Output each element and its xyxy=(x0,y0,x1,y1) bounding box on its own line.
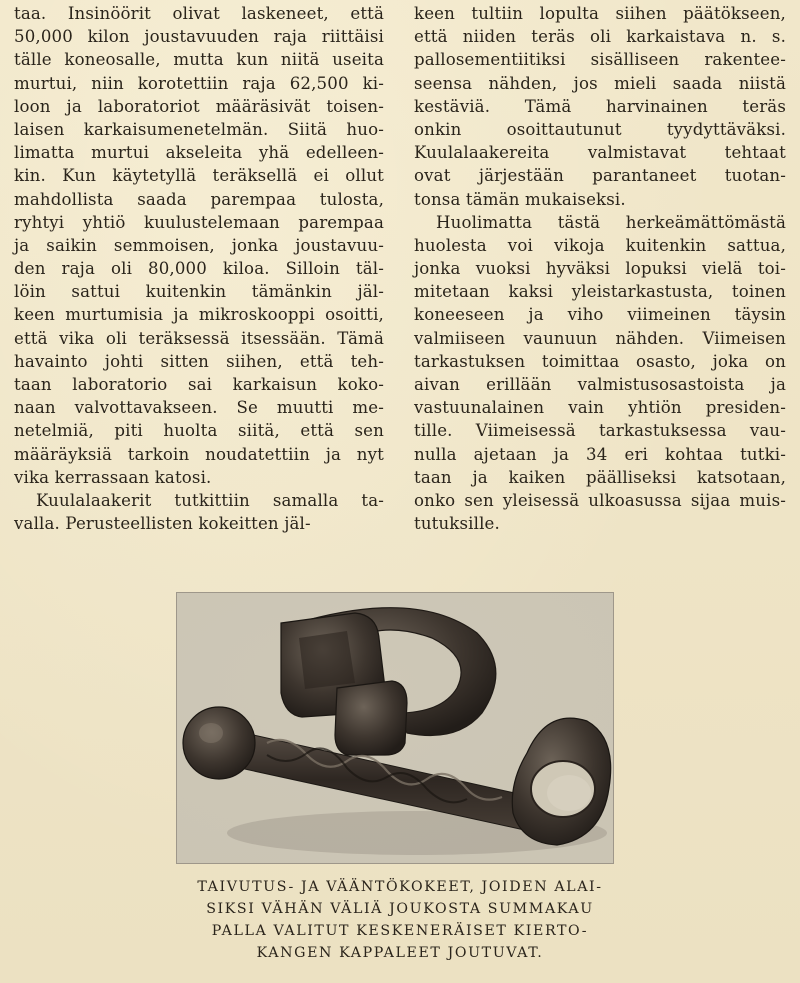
connecting-rods-photo xyxy=(177,593,613,863)
photo-figure xyxy=(176,592,614,864)
left-column-line-20: määräyksiä tarkoin noudatettiin ja nyt xyxy=(14,444,384,464)
right-column-line-15: valmiiseen vaunuun nähden. Viimeisen xyxy=(414,328,786,348)
left-column-line-1: taa. Insinöörit olivat laskeneet, että xyxy=(14,4,384,23)
right-column-line-16: tarkastuksen toimittaa osasto, joka on xyxy=(414,351,786,371)
left-column-line-7: limatta murtui akseleita yhä edelleen- xyxy=(14,143,384,163)
left-column-line-2: 50,000 kilon joustavuuden raja riittäisi xyxy=(14,27,384,47)
right-column-line-11: huolesta voi vikoja kuitenkin sattua, xyxy=(414,235,786,255)
right-column-line-4: seensa nähden, jos mieli saada niistä xyxy=(414,73,786,93)
left-column-line-15: että vika oli teräksessä itsessään. Tämä xyxy=(14,328,384,348)
left-column-line-10: ryhtyi yhtiö kuulustelemaan parempaa xyxy=(14,212,384,232)
caption-line-4: KANGEN KAPPALEET JOUTUVAT. xyxy=(256,945,544,961)
right-column-line-8: ovat järjestään parantaneet tuotan- xyxy=(414,166,786,186)
right-column-line-22: onko sen yleisessä ulkoasussa sijaa muis- xyxy=(414,490,786,510)
right-column-line-3: pallosementiitiksi sisälliseen rakentee- xyxy=(414,50,786,70)
left-column-line-19: netelmiä, piti huolta siitä, että sen xyxy=(14,421,384,441)
right-column-line-19: tille. Viimeisessä tarkastuksessa vau- xyxy=(414,421,786,441)
left-column-line-5: loon ja laboratoriot määräsivät toisen- xyxy=(14,96,384,116)
right-column-line-21: taan ja kaiken päälliseksi katsotaan, xyxy=(414,467,786,487)
left-column-line-23: valla. Perusteellisten kokeitten jäl- xyxy=(14,514,311,534)
right-column-line-17: aivan erillään valmistusosastoista ja xyxy=(414,375,786,394)
caption-line-3: PALLA VALITUT KESKENERÄISET KIERTO- xyxy=(211,923,589,939)
right-column-line-2: että niiden teräs oli karkaistava n. s. xyxy=(414,27,786,47)
left-column-line-22: Kuulalaakerit tutkittiin samalla ta- xyxy=(36,490,384,510)
left-column-line-21: vika kerrassaan katosi. xyxy=(14,467,212,487)
right-column-line-1: keen tultiin lopulta siihen päätökseen, xyxy=(414,4,786,23)
figure-caption xyxy=(150,876,650,964)
caption-line-1: TAIVUTUS- JA VÄÄNTÖKOKEET, JOIDEN ALAI- xyxy=(197,879,603,895)
left-column-line-6: laisen karkaisumenetelmän. Siitä huo- xyxy=(14,119,384,139)
right-column-line-20: nulla ajetaan ja 34 eri kohtaa tutki- xyxy=(414,444,786,464)
left-column-line-18: naan valvottavakseen. Se muutti me- xyxy=(14,398,384,418)
right-column-line-10: Huolimatta tästä herkeämättömästä xyxy=(436,212,786,232)
right-column-line-6: onkin osoittautunut tyydyttäväksi. xyxy=(414,119,786,139)
left-column-line-3: tälle koneosalle, mutta kun niitä useita xyxy=(14,50,384,70)
left-column-line-9: mahdollista saada parempaa tulosta, xyxy=(14,189,384,209)
left-column-line-13: löin sattui kuitenkin tämänkin jäl- xyxy=(14,282,384,302)
right-text-column xyxy=(414,2,786,535)
left-column-line-4: murtui, niin korotettiin raja 62,500 ki- xyxy=(14,73,384,93)
left-column-line-11: ja saikin semmoisen, jonka joustavuu- xyxy=(14,235,384,255)
left-column-line-17: taan laboratorio sai karkaisun koko- xyxy=(14,375,384,394)
left-text-column xyxy=(14,2,384,535)
caption-line-2: SIKSI VÄHÄN VÄLIÄ JOUKOSTA SUMMAKAU xyxy=(206,901,594,917)
right-column-line-5: kestäviä. Tämä harvinainen teräs xyxy=(414,96,786,116)
left-column-line-8: kin. Kun käytetyllä teräksellä ei ollut xyxy=(14,166,384,186)
left-column-line-14: keen murtumisia ja mikroskooppi osoitti, xyxy=(14,305,384,325)
right-column-line-13: mitetaan kaksi yleistarkastusta, toinen xyxy=(414,282,786,302)
right-column-line-7: Kuulalaakereita valmistavat tehtaat xyxy=(414,143,786,163)
left-column-line-16: havainto johti sitten siihen, että teh- xyxy=(14,351,384,371)
right-column-line-12: jonka vuoksi hyväksi lopuksi vielä toi- xyxy=(414,259,786,279)
right-column-line-23: tutuksille. xyxy=(414,514,500,534)
left-column-line-12: den raja oli 80,000 kiloa. Silloin täl- xyxy=(14,259,384,279)
right-column-line-14: koneeseen ja viho viimeinen täysin xyxy=(414,305,786,325)
right-column-line-18: vastuunalainen vain yhtiön presiden- xyxy=(414,398,786,418)
right-column-line-9: tonsa tämän mukaiseksi. xyxy=(414,189,626,209)
